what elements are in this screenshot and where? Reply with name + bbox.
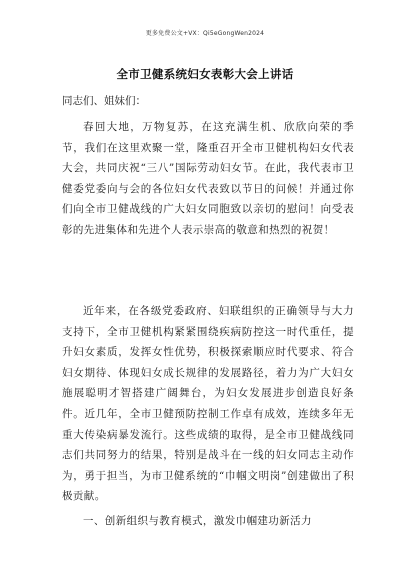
header-note: 更多免费公文+VX：Qi5eGongWen2024 (145, 30, 265, 37)
section-heading: 一、创新组织与教育模式，激发巾帼建功新活力 (83, 515, 312, 527)
body-paragraph: 近年来，在各级党委政府、妇联组织的正确领导与大力支持下，全市卫健机构紧紧围绕疾病防控这一时代重任，提升妇女素质，发挥女性优势，积极探索顺应时代要求、符合妇女期待、体现妇女成长规律的发展路径，着力为广大妇女施展聪明才智搭建广阔舞台，为妇女发展进步创造良好条件。近几年，全市卫健预防控制工作卓有成效，连续多年无重大传染病暴发流行。这些成绩的取得，是全市卫健战线同志们共同努力的结果，特别是战斗在一线的妇女同志主动作为，勇于担当，为市卫健系统的“巾帼文明岗”创建做出了积极贡献。 (62, 305, 354, 503)
document-title: 全市卫健系统妇女表彰大会上讲话 (116, 67, 294, 81)
body-paragraph: 春回大地，万物复苏，在这充满生机、欣欣向荣的季节，我们在这里欢聚一堂，隆重召开全市卫健机构妇女代表大会，共同庆祝“三八”国际劳动妇女节。在此，我代表市卫健委党委向与会的各位妇女代表致以节日的问候！并通过你们向全市卫健战线的广大妇女同胞致以亲切的慰问！向受表彰的先进集体和先进个人表示崇高的敬意和热烈的祝贺！ (62, 121, 354, 236)
salutation: 同志们、姐妹们： (62, 95, 146, 107)
